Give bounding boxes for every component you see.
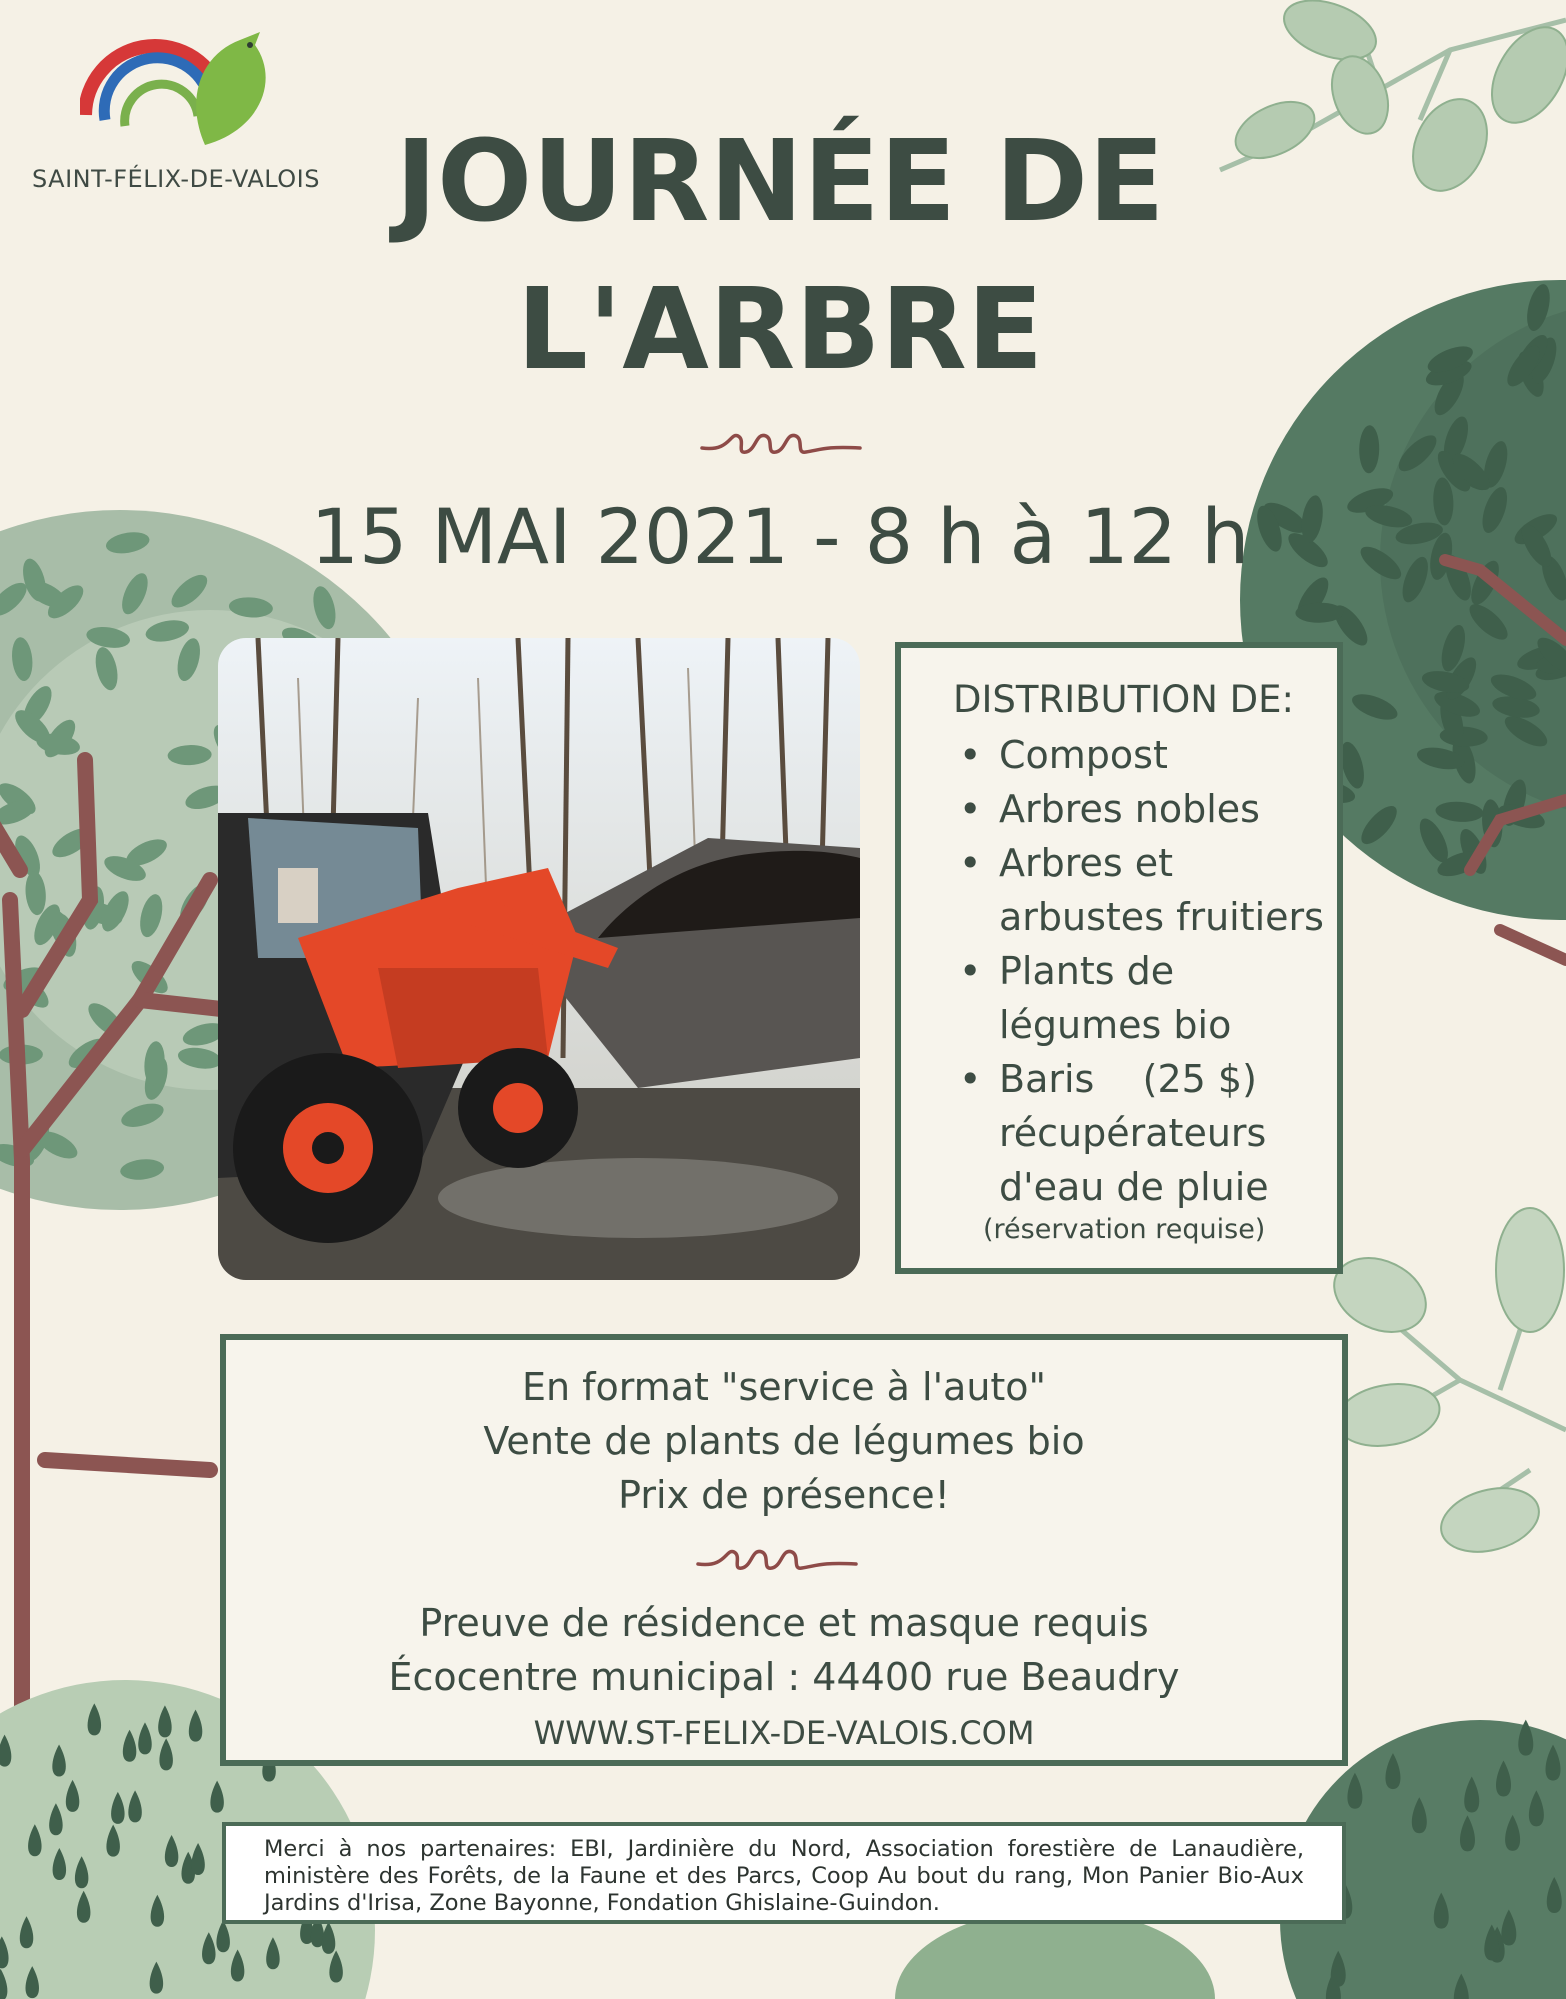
info-door-prize: Prix de présence! xyxy=(618,1473,950,1517)
info-requirements: Preuve de résidence et masque requis xyxy=(419,1601,1149,1645)
distribution-item-text: Compost xyxy=(999,733,1168,777)
distribution-panel xyxy=(895,642,1343,1274)
distribution-item xyxy=(953,836,1329,944)
bullet-icon: • xyxy=(959,1057,982,1101)
distribution-item xyxy=(953,944,1329,1052)
partners-panel xyxy=(222,1822,1346,1924)
bullet-icon: • xyxy=(959,841,982,885)
info-drive-through: En format "service à l'auto" xyxy=(521,1365,1047,1409)
distribution-item-text: Arbres nobles xyxy=(999,787,1260,831)
distribution-item-text: Plants de xyxy=(999,949,1175,993)
distribution-item-text: légumes bio xyxy=(999,1003,1232,1047)
tractor-photo xyxy=(218,638,860,1280)
distribution-item-text: récupérateurs xyxy=(999,1111,1267,1155)
bullet-icon: • xyxy=(959,733,982,777)
website-link[interactable]: WWW.ST-FELIX-DE-VALOIS.COM xyxy=(533,1714,1035,1752)
event-date: 15 MAI 2021 - 8 h à 12 h xyxy=(310,492,1250,581)
flourish-divider-bottom xyxy=(696,1538,858,1578)
distribution-item-text: d'eau de pluie xyxy=(999,1165,1269,1209)
title-line-1: JOURNÉE DE xyxy=(395,117,1165,247)
info-panel xyxy=(220,1334,1348,1766)
info-vegetable-sale: Vente de plants de légumes bio xyxy=(483,1419,1085,1463)
distribution-item-text: Arbres et xyxy=(999,841,1174,885)
title-line-2: L'ARBRE xyxy=(516,265,1044,395)
info-location: Écocentre municipal : 44400 rue Beaudry xyxy=(388,1655,1180,1699)
distribution-item-text: Baris (25 $) xyxy=(999,1057,1257,1101)
distribution-item xyxy=(953,1052,1329,1214)
bullet-icon: • xyxy=(959,949,982,993)
distribution-item xyxy=(953,728,1329,782)
distribution-list xyxy=(953,728,1329,1214)
distribution-heading: DISTRIBUTION DE: xyxy=(953,678,1294,721)
bullet-icon: • xyxy=(959,787,982,831)
logo-wordmark: SAINT-FÉLIX-DE-VALOIS xyxy=(32,165,320,193)
partners-thanks: Merci à nos partenaires: EBI, Jardinière du Nord, Association forestière de Lanaudière, ministère des Forêts, de la Faune et des Parcs, Coop Au bout du rang, Mon Panier Bio-Aux Jardins d'Irisa, Zone Bayonne, Fondation Ghislaine-Guindon. xyxy=(264,1836,1304,1916)
flourish-divider-top xyxy=(700,422,862,462)
distribution-item-text: arbustes fruitiers xyxy=(999,895,1324,939)
municipal-logo xyxy=(80,20,280,150)
page-title xyxy=(300,108,1260,404)
reservation-note: (réservation requise) xyxy=(983,1214,1266,1245)
distribution-item xyxy=(953,782,1329,836)
